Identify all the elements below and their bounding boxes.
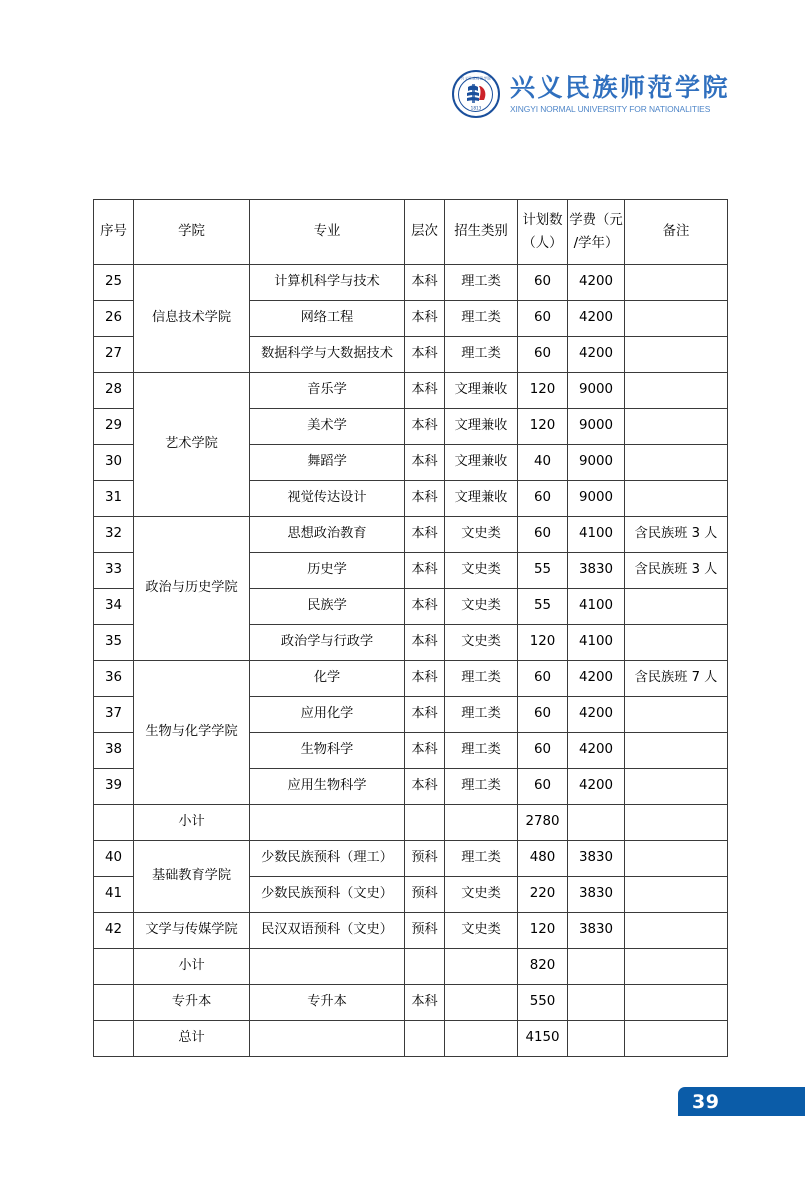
cell-note <box>625 1021 728 1057</box>
cell-major: 少数民族预科（理工） <box>250 841 405 877</box>
cell-type: 理工类 <box>445 661 518 697</box>
cell-major: 网络工程 <box>250 301 405 337</box>
cell-major: 舞蹈学 <box>250 445 405 481</box>
cell-plan: 60 <box>518 733 568 769</box>
cell-fee <box>568 805 625 841</box>
cell-no: 26 <box>94 301 134 337</box>
cell-level: 本科 <box>405 625 445 661</box>
cell-type: 文理兼收 <box>445 481 518 517</box>
cell-no: 33 <box>94 553 134 589</box>
cell-college: 文学与传媒学院 <box>134 913 250 949</box>
cell-type: 文理兼收 <box>445 445 518 481</box>
cell-college: 艺术学院 <box>134 373 250 517</box>
cell-major: 美术学 <box>250 409 405 445</box>
table-row <box>94 517 728 553</box>
cell-level: 本科 <box>405 337 445 373</box>
cell-type: 理工类 <box>445 697 518 733</box>
table-row <box>94 913 728 949</box>
cell-note <box>625 625 728 661</box>
column-header-plan <box>518 200 568 265</box>
table-row <box>94 949 728 985</box>
cell-level <box>405 1021 445 1057</box>
cell-level: 本科 <box>405 409 445 445</box>
cell-fee: 4200 <box>568 265 625 301</box>
cell-no <box>94 805 134 841</box>
cell-level: 本科 <box>405 589 445 625</box>
cell-fee: 4200 <box>568 697 625 733</box>
cell-no: 31 <box>94 481 134 517</box>
cell-note <box>625 877 728 913</box>
cell-plan: 60 <box>518 337 568 373</box>
cell-level: 本科 <box>405 301 445 337</box>
cell-note: 含民族班 3 人 <box>625 553 728 589</box>
cell-type: 理工类 <box>445 733 518 769</box>
cell-no: 28 <box>94 373 134 409</box>
cell-note <box>625 841 728 877</box>
cell-major: 生物科学 <box>250 733 405 769</box>
cell-major: 思想政治教育 <box>250 517 405 553</box>
cell-type: 理工类 <box>445 265 518 301</box>
cell-type: 理工类 <box>445 769 518 805</box>
cell-plan: 60 <box>518 517 568 553</box>
cell-no: 35 <box>94 625 134 661</box>
cell-no <box>94 949 134 985</box>
cell-major: 历史学 <box>250 553 405 589</box>
university-name-en: XINGYI NORMAL UNIVERSITY FOR NATIONALITIES <box>509 103 711 114</box>
cell-plan: 60 <box>518 697 568 733</box>
cell-major: 视觉传达设计 <box>250 481 405 517</box>
cell-note <box>625 373 728 409</box>
column-header-plan-line2: （人） <box>522 235 563 251</box>
cell-note <box>625 913 728 949</box>
cell-no <box>94 1021 134 1057</box>
cell-plan: 820 <box>518 949 568 985</box>
cell-plan: 60 <box>518 265 568 301</box>
cell-no: 40 <box>94 841 134 877</box>
cell-no: 38 <box>94 733 134 769</box>
table-row <box>94 1021 728 1057</box>
cell-plan: 55 <box>518 553 568 589</box>
cell-level: 本科 <box>405 553 445 589</box>
table-header-row <box>94 200 728 265</box>
cell-fee: 4200 <box>568 733 625 769</box>
page-number-badge <box>678 1087 805 1116</box>
cell-note <box>625 949 728 985</box>
cell-college: 基础教育学院 <box>134 841 250 913</box>
cell-fee: 4200 <box>568 337 625 373</box>
table-row <box>94 805 728 841</box>
cell-plan: 60 <box>518 769 568 805</box>
university-name-cn: 兴义民族师范学院 <box>509 72 730 102</box>
cell-fee: 4100 <box>568 625 625 661</box>
cell-major: 少数民族预科（文史） <box>250 877 405 913</box>
cell-plan: 120 <box>518 913 568 949</box>
cell-note <box>625 697 728 733</box>
cell-type: 文史类 <box>445 553 518 589</box>
enrollment-plan-table <box>93 199 728 1057</box>
cell-no: 37 <box>94 697 134 733</box>
cell-plan: 4150 <box>518 1021 568 1057</box>
cell-type: 理工类 <box>445 337 518 373</box>
cell-type <box>445 805 518 841</box>
cell-note <box>625 805 728 841</box>
cell-fee: 3830 <box>568 877 625 913</box>
page-header <box>0 70 805 140</box>
cell-level: 本科 <box>405 661 445 697</box>
table-row <box>94 373 728 409</box>
cell-note: 含民族班 7 人 <box>625 661 728 697</box>
university-logo <box>452 70 730 118</box>
cell-no: 30 <box>94 445 134 481</box>
cell-fee: 4200 <box>568 301 625 337</box>
column-header-fee-line1: 学费（元 <box>569 213 623 229</box>
cell-level: 本科 <box>405 445 445 481</box>
university-seal-icon <box>452 70 500 118</box>
cell-no: 41 <box>94 877 134 913</box>
cell-no: 39 <box>94 769 134 805</box>
cell-note <box>625 445 728 481</box>
cell-level: 本科 <box>405 733 445 769</box>
cell-major: 化学 <box>250 661 405 697</box>
cell-note <box>625 985 728 1021</box>
table-header <box>94 200 728 265</box>
cell-note <box>625 301 728 337</box>
column-header-type: 招生类别 <box>445 200 518 265</box>
column-header-college: 学院 <box>134 200 250 265</box>
cell-fee: 3830 <box>568 553 625 589</box>
cell-level: 本科 <box>405 697 445 733</box>
cell-level: 预科 <box>405 877 445 913</box>
cell-note <box>625 409 728 445</box>
cell-fee: 3830 <box>568 841 625 877</box>
cell-fee <box>568 949 625 985</box>
enrollment-plan-table-wrap <box>93 199 718 1057</box>
cell-no: 32 <box>94 517 134 553</box>
cell-fee: 9000 <box>568 481 625 517</box>
cell-fee: 4200 <box>568 661 625 697</box>
cell-note <box>625 769 728 805</box>
cell-major <box>250 805 405 841</box>
cell-major: 民族学 <box>250 589 405 625</box>
cell-level: 本科 <box>405 769 445 805</box>
cell-major: 专升本 <box>250 985 405 1021</box>
cell-level <box>405 949 445 985</box>
cell-type <box>445 985 518 1021</box>
cell-major: 民汉双语预科（文史） <box>250 913 405 949</box>
cell-fee: 9000 <box>568 445 625 481</box>
cell-college: 总计 <box>134 1021 250 1057</box>
cell-plan: 2780 <box>518 805 568 841</box>
cell-fee: 9000 <box>568 409 625 445</box>
cell-no: 36 <box>94 661 134 697</box>
cell-plan: 480 <box>518 841 568 877</box>
cell-note <box>625 733 728 769</box>
table-row <box>94 265 728 301</box>
cell-level: 本科 <box>405 373 445 409</box>
cell-no: 34 <box>94 589 134 625</box>
cell-type: 文史类 <box>445 517 518 553</box>
cell-no: 25 <box>94 265 134 301</box>
cell-type: 文史类 <box>445 877 518 913</box>
cell-college: 专升本 <box>134 985 250 1021</box>
cell-plan: 550 <box>518 985 568 1021</box>
cell-plan: 60 <box>518 481 568 517</box>
cell-fee: 3830 <box>568 913 625 949</box>
column-header-plan-line1: 计划数 <box>522 213 563 229</box>
cell-major <box>250 1021 405 1057</box>
table-row <box>94 841 728 877</box>
cell-type: 理工类 <box>445 841 518 877</box>
cell-type: 理工类 <box>445 301 518 337</box>
cell-level: 本科 <box>405 265 445 301</box>
cell-college: 政治与历史学院 <box>134 517 250 661</box>
cell-note <box>625 589 728 625</box>
cell-plan: 120 <box>518 409 568 445</box>
cell-fee: 4100 <box>568 589 625 625</box>
cell-fee: 4200 <box>568 769 625 805</box>
cell-note <box>625 481 728 517</box>
cell-plan: 220 <box>518 877 568 913</box>
cell-major: 应用化学 <box>250 697 405 733</box>
cell-college: 小计 <box>134 805 250 841</box>
cell-major <box>250 949 405 985</box>
cell-college: 信息技术学院 <box>134 265 250 373</box>
cell-note <box>625 265 728 301</box>
cell-type <box>445 1021 518 1057</box>
column-header-note: 备注 <box>625 200 728 265</box>
cell-plan: 60 <box>518 301 568 337</box>
cell-type: 文理兼收 <box>445 373 518 409</box>
cell-fee <box>568 1021 625 1057</box>
cell-no: 27 <box>94 337 134 373</box>
cell-type: 文理兼收 <box>445 409 518 445</box>
cell-major: 应用生物科学 <box>250 769 405 805</box>
cell-major: 数据科学与大数据技术 <box>250 337 405 373</box>
cell-plan: 55 <box>518 589 568 625</box>
cell-fee: 4100 <box>568 517 625 553</box>
cell-note <box>625 337 728 373</box>
table-row <box>94 661 728 697</box>
cell-level: 预科 <box>405 913 445 949</box>
cell-fee: 9000 <box>568 373 625 409</box>
cell-level <box>405 805 445 841</box>
cell-major: 计算机科学与技术 <box>250 265 405 301</box>
cell-major: 音乐学 <box>250 373 405 409</box>
table-body <box>94 265 728 1057</box>
column-header-fee-line2: /学年） <box>573 235 619 251</box>
column-header-level: 层次 <box>405 200 445 265</box>
cell-level: 本科 <box>405 985 445 1021</box>
cell-note: 含民族班 3 人 <box>625 517 728 553</box>
cell-plan: 40 <box>518 445 568 481</box>
table-row <box>94 985 728 1021</box>
cell-type: 文史类 <box>445 913 518 949</box>
svg-text:1813: 1813 <box>470 105 482 111</box>
cell-plan: 60 <box>518 661 568 697</box>
cell-major: 政治学与行政学 <box>250 625 405 661</box>
cell-no <box>94 985 134 1021</box>
cell-type: 文史类 <box>445 625 518 661</box>
svg-text:兴义民族师范学院: 兴义民族师范学院 <box>460 76 492 81</box>
cell-plan: 120 <box>518 373 568 409</box>
cell-fee <box>568 985 625 1021</box>
cell-college: 生物与化学学院 <box>134 661 250 805</box>
page-number: 39 <box>692 1090 720 1113</box>
cell-level: 预科 <box>405 841 445 877</box>
cell-level: 本科 <box>405 517 445 553</box>
cell-type: 文史类 <box>445 589 518 625</box>
cell-college: 小计 <box>134 949 250 985</box>
cell-plan: 120 <box>518 625 568 661</box>
column-header-fee <box>568 200 625 265</box>
cell-no: 29 <box>94 409 134 445</box>
cell-no: 42 <box>94 913 134 949</box>
column-header-major: 专业 <box>250 200 405 265</box>
cell-level: 本科 <box>405 481 445 517</box>
cell-type <box>445 949 518 985</box>
column-header-no: 序号 <box>94 200 134 265</box>
